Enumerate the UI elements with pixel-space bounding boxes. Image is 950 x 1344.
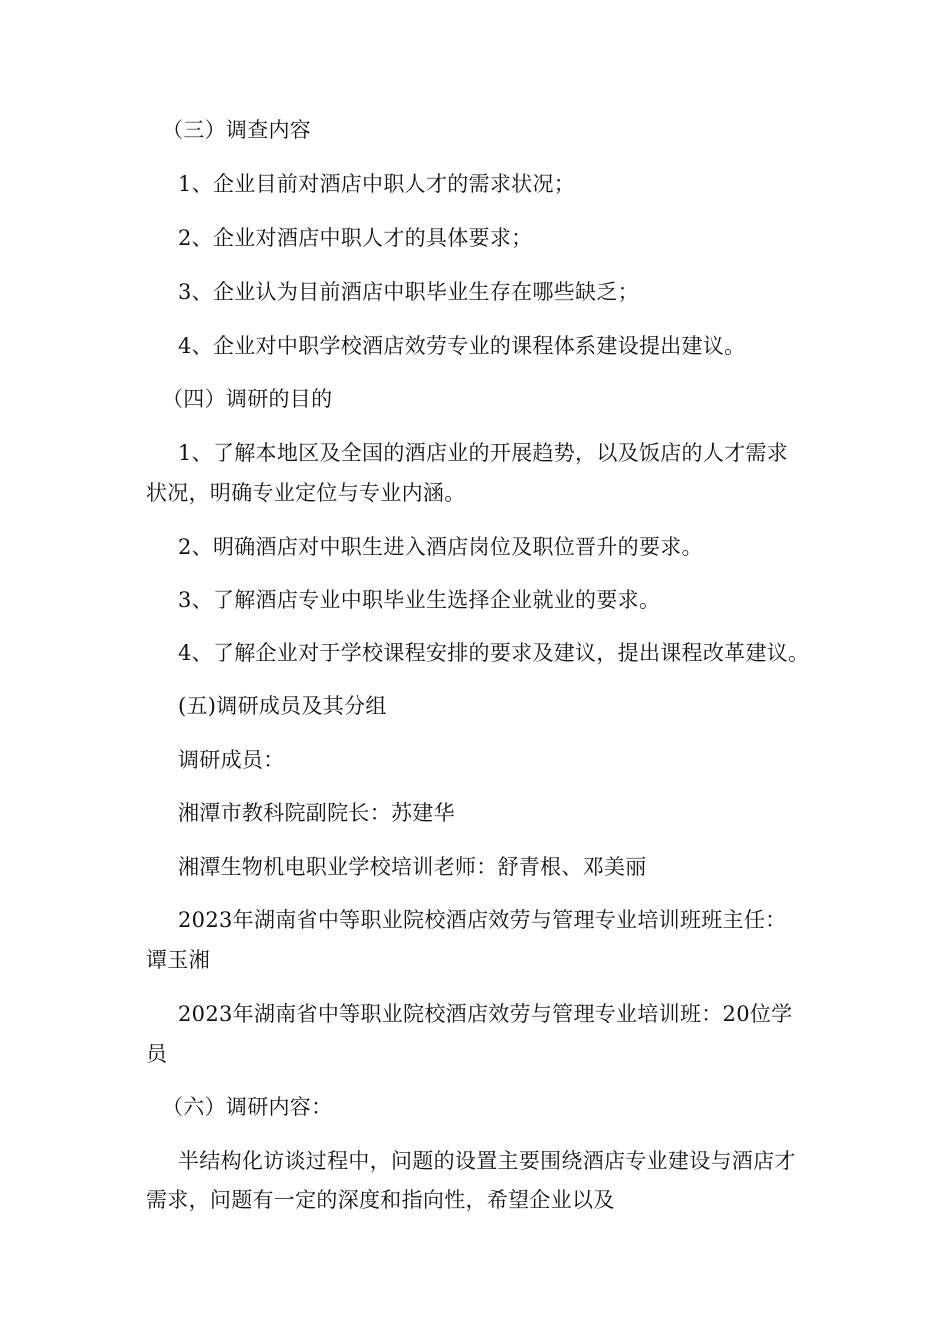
member-4-line-2: 员 — [146, 1042, 168, 1066]
member-3-line-1: 2023年湖南省中等职业院校酒店效劳与管理专业培训班班主任： — [178, 908, 787, 932]
section4-heading: （四）调研的目的 — [162, 387, 333, 411]
section3-item-4: 4、企业对中职学校酒店效劳专业的课程体系建设提出建议。 — [178, 334, 746, 358]
section6-paragraph-line-2: 需求，问题有一定的深度和指向性，希望企业以及 — [146, 1188, 615, 1212]
member-4-line-1: 2023年湖南省中等职业院校酒店效劳与管理专业培训班：20位学 — [178, 1002, 793, 1026]
section4-item-2: 2、明确酒店对中职生进入酒店岗位及职位晋升的要求。 — [178, 535, 703, 559]
section3-item-3: 3、企业认为目前酒店中职毕业生存在哪些缺乏； — [178, 280, 639, 304]
section6-heading: （六）调研内容： — [162, 1095, 333, 1119]
section4-item-4: 4、了解企业对于学校课程安排的要求及建议，提出课程改革建议。 — [178, 641, 810, 665]
section4-item-1-line-1: 1、了解本地区及全国的酒店业的开展趋势，以及饭店的人才需求 — [178, 441, 789, 465]
section3-item-2: 2、企业对酒店中职人才的具体要求； — [178, 226, 533, 250]
member-1: 湘潭市教科院副院长：苏建华 — [178, 801, 455, 825]
section4-item-1-line-2: 状况，明确专业定位与专业内涵。 — [146, 481, 466, 505]
section3-heading: （三）调查内容 — [162, 118, 312, 142]
member-2: 湘潭生物机电职业学校培训老师：舒青根、邓美丽 — [178, 855, 647, 879]
member-3-line-2: 谭玉湘 — [146, 948, 210, 972]
section5-heading: (五)调研成员及其分组 — [178, 694, 387, 718]
section4-item-3: 3、了解酒店专业中职毕业生选择企业就业的要求。 — [178, 588, 661, 612]
section6-paragraph-line-1: 半结构化访谈过程中，问题的设置主要围绕酒店专业建设与酒店才 — [178, 1149, 796, 1173]
section3-item-1: 1、企业目前对酒店中职人才的需求状况； — [178, 172, 576, 196]
members-label: 调研成员： — [178, 748, 285, 772]
